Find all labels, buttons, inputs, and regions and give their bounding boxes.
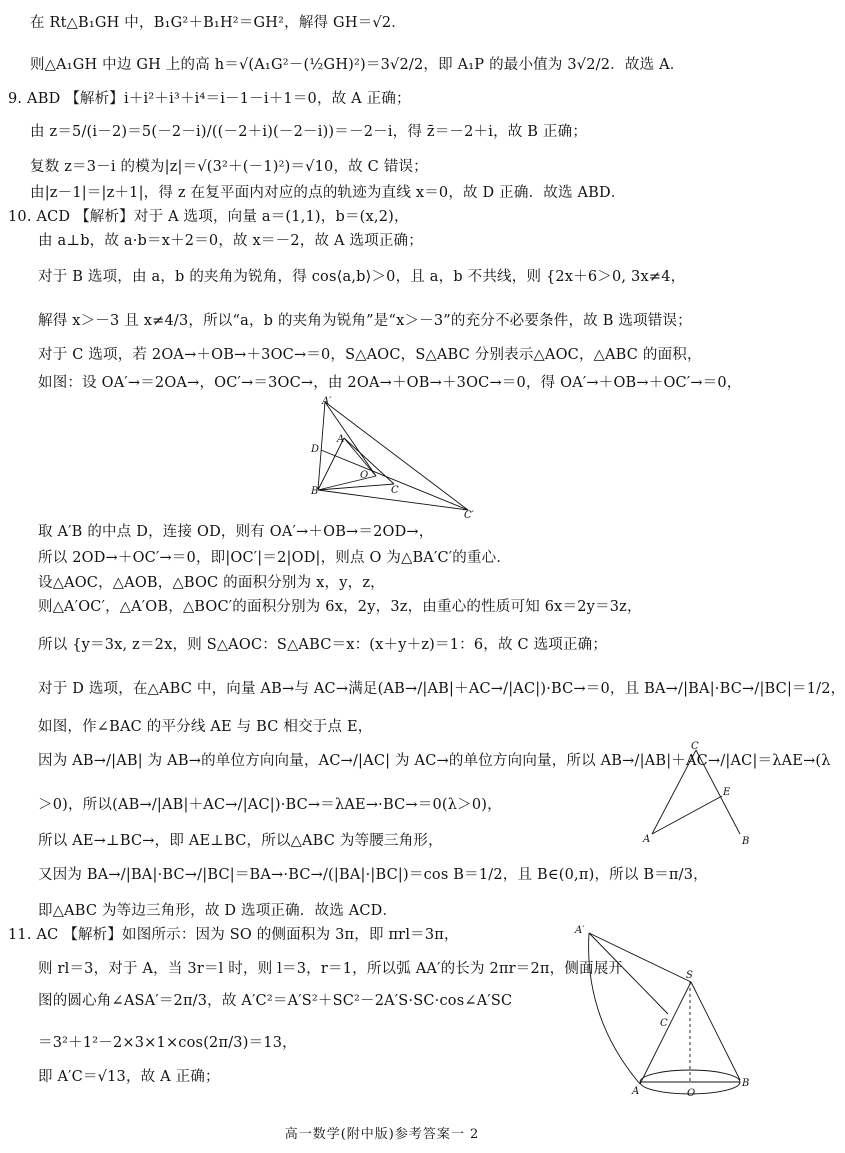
text-line-16: 则△A′OC′，△A′OB，△BOC′的面积分别为 6x，2y，3z，由重心的性质可知 6x＝2y＝3z， [38,599,642,615]
text-line-24: 即△ABC 为等边三角形，故 D 选项正确．故选 ACD． [38,903,398,919]
text-line-2: 则△A₁GH 中边 GH 上的高 h＝√(A₁G²－(½GH)²)＝3√2/2，即 A₁P 的最小值为 3√2/2．故选 A． [30,57,685,73]
text-line-23: 又因为 BA→/|BA|·BC→/|BC|＝BA→·BC→/(|BA|·|BC|)＝cos B＝1/2，且 B∈(0,π)，所以 B＝π/3， [38,867,708,883]
figure-triangle-centroid [308,394,484,520]
text-line-7: 10. ACD 【解析】对于 A 选项，向量 a＝(1,1)，b＝(x,2)， [8,209,409,225]
fig2-label-C: C [691,741,699,752]
text-line-21: ＞0)，所以(AB→/|AB|＋AC→/|AC|)·BC→＝λAE→·BC→＝0(λ＞0)， [38,797,502,813]
figure-equilateral-triangle [640,738,760,850]
fig3-label-A: A [632,1086,640,1097]
text-line-9: 对于 B 选项，由 a，b 的夹角为锐角，得 cos⟨a,b⟩＞0，且 a，b 不共线，则 {2x＋6＞0, 3x≠4， [38,269,686,285]
text-line-5: 复数 z＝3－i 的模为|z|＝√(3²＋(－1)²)＝√10，故 C 错误； [30,159,428,175]
fig3-label-C: C [660,1018,668,1029]
fig3-label-O: O [687,1088,696,1099]
fig1-label-A1: A′ [322,396,332,407]
text-line-22: 所以 AE→⊥BC→，即 AE⊥BC，所以△ABC 为等腰三角形， [38,833,443,849]
fig1-label-C1: C′ [464,510,474,521]
fig1-label-D: D [311,444,320,455]
fig2-label-E: E [723,787,731,798]
page-footer: 高一数学(附中版)参考答案一 2 [284,1127,480,1142]
text-line-19: 如图，作∠BAC 的平分线 AE 与 BC 相交于点 E， [38,719,373,735]
text-line-4: 由 z＝5/(i－2)＝5(－2－i)/((－2＋i)(－2－i))＝－2－i，得 z̄＝－2＋i，故 B 正确； [30,124,588,140]
fig2-label-A: A [643,834,651,845]
text-line-29: 即 A′C＝√13，故 A 正确； [38,1069,220,1085]
text-line-10: 解得 x＞－3 且 x≠4/3，所以“a，b 的夹角为锐角”是“x＞－3”的充分不必要条件，故 B 选项错误； [38,313,692,329]
text-line-27: 图的圆心角∠ASA′＝2π/3，故 A′C²＝A′S²＋SC²－2A′S·SC·cos∠A′SC [38,993,513,1009]
figure-cone-unfolding [572,918,756,1100]
text-line-14: 所以 2OD→＋OC′→＝0，即|OC′|＝2|OD|，则点 O 为△BA′C′的重心． [38,550,512,566]
text-line-11: 对于 C 选项，若 2OA→＋OB→＋3OC→＝0，S△AOC，S△ABC 分别表示△AOC，△ABC 的面积， [38,347,702,363]
text-line-3: 9. ABD 【解析】i＋i²＋i³＋i⁴＝i－1－i＋1＝0，故 A 正确； [8,91,411,107]
fig1-label-C: C [391,485,399,496]
fig1-label-A: A [337,434,345,445]
fig2-label-B: B [742,836,750,847]
text-line-8: 由 a⊥b，故 a·b＝x＋2＝0，故 x＝－2，故 A 选项正确； [38,233,423,249]
text-line-6: 由|z－1|＝|z＋1|，得 z 在复平面内对应的点的轨迹为直线 x＝0，故 D 正确．故选 ABD． [30,185,626,201]
text-line-17: 所以 {y＝3x, z＝2x，则 S△AOC：S△ABC＝x：(x＋y＋z)＝1：6，故 C 选项正确； [38,637,608,653]
text-line-15: 设△AOC，△AOB，△BOC 的面积分别为 x，y，z， [38,575,385,591]
text-line-13: 取 A′B 的中点 D，连接 OD，则有 OA′→＋OB→＝2OD→， [38,524,434,540]
text-line-12: 如图：设 OA′→＝2OA→，OC′→＝3OC→，由 2OA→＋OB→＋3OC→＝0，得 OA′→＋OB→＋OC′→＝0， [38,375,742,391]
fig3-label-A1: A′ [575,925,585,936]
text-line-28: ＝3²＋1²－2×3×1×cos(2π/3)＝13， [38,1035,297,1051]
text-line-18: 对于 D 选项，在△ABC 中，向量 AB→与 AC→满足(AB→/|AB|＋AC→/|AC|)·BC→＝0，且 BA→/|BA|·BC→/|BC|＝1/2， [38,681,845,697]
text-line-20: 因为 AB→/|AB| 为 AB→的单位方向向量，AC→/|AC| 为 AC→的单位方向向量，所以 AB→/|AB|＋AC→/|AC|＝λAE→(λ [38,753,831,769]
text-line-25: 11. AC 【解析】如图所示：因为 SO 的侧面积为 3π，即 πrl＝3π， [8,927,459,943]
fig3-label-B: B [742,1078,750,1089]
fig3-label-S: S [686,970,693,981]
text-line-1: 在 Rt△B₁GH 中，B₁G²＋B₁H²＝GH²，解得 GH＝√2． [30,15,406,31]
text-line-26: 则 rl＝3，对于 A，当 3r＝l 时，则 l＝3，r＝1，所以弧 AA′的长为 2πr＝2π，侧面展开 [38,961,624,977]
fig1-label-O: O [360,470,369,481]
fig1-label-B: B [311,486,319,497]
